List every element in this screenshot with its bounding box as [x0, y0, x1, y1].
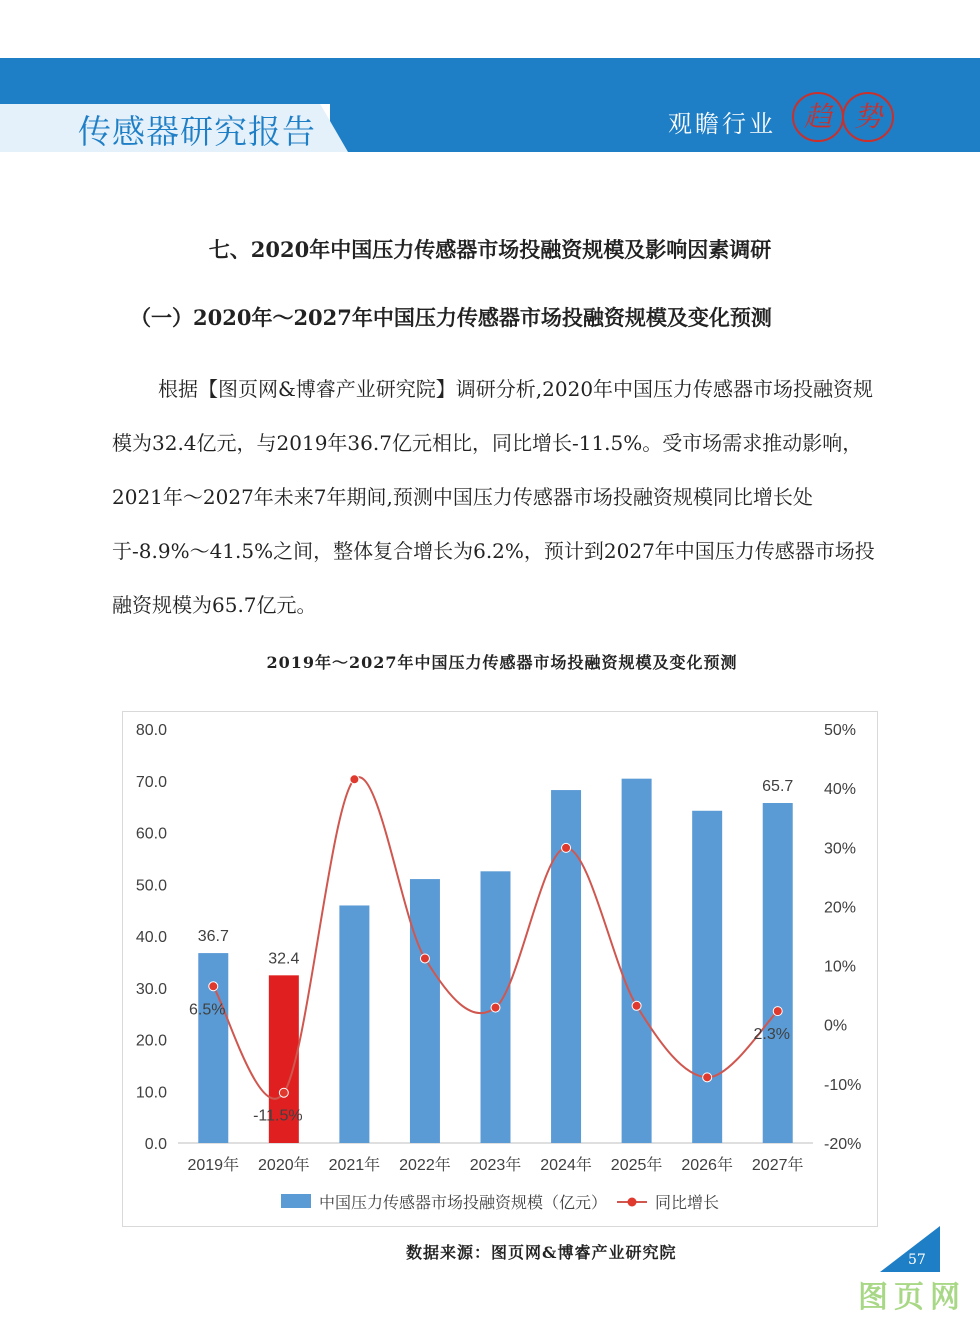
y-right-tick-label: -10% [824, 1076, 862, 1094]
growth-point [491, 1003, 500, 1012]
x-tick-label: 2024年 [540, 1157, 592, 1174]
growth-point [420, 954, 429, 963]
x-tick-label: 2020年 [258, 1157, 310, 1174]
section-title: 七、2020年中国压力传感器市场投融资规模及影响因素调研 [208, 237, 772, 262]
y-left-tick-label: 30.0 [135, 980, 167, 998]
x-tick-label: 2019年 [187, 1157, 240, 1174]
legend-label-bar: 中国压力传感器市场投融资规模（亿元） [319, 1195, 608, 1212]
y-left-tick-label: 80.0 [135, 722, 167, 739]
y-right-tick-label: 50% [824, 722, 857, 739]
y-right-tick-label: 10% [824, 958, 857, 976]
growth-point [279, 1088, 288, 1097]
x-tick-label: 2023年 [469, 1157, 522, 1174]
legend-marker-line [628, 1198, 637, 1207]
svg-text:趋: 趋 [803, 100, 833, 133]
bar-data-label: 36.7 [197, 928, 229, 946]
growth-point [632, 1001, 641, 1010]
paragraph-text: 根据【图页网&博睿产业研究院】调研分析,2020年中国压力传感器市场投融资规模为32.4亿元，与2019年36.7亿元相比，同比增长-11.5%。受市场需求推动影响，2021年～2027年未来7年期间,预测中国压力传感器市场投融资规模同比增长处于-8.9%～41.5%之间，整体复合增长为6.2%，预计到2027年中国压力传感器市场投融资规模为65.7亿元。 [112, 377, 875, 617]
bar [410, 879, 440, 1143]
x-tick-label: 2021年 [328, 1157, 381, 1174]
subsection-title: （一）2020年～2027年中国压力传感器市场投融资规模及变化预测 [130, 305, 772, 330]
report-title: 传感器研究报告 [78, 112, 316, 151]
header-subtitle: 观瞻行业 [668, 110, 776, 138]
chart-container [122, 711, 878, 1227]
bar [692, 811, 722, 1143]
source-note: 数据来源：图页网&博睿产业研究院 [406, 1243, 677, 1262]
svg-text:势: 势 [853, 100, 883, 133]
bar [622, 779, 652, 1143]
line-data-label: 2.3% [753, 1026, 790, 1044]
y-right-tick-label: -20% [824, 1136, 862, 1153]
bar-data-label: 32.4 [268, 950, 300, 968]
y-right-tick-label: 30% [824, 840, 857, 858]
y-left-tick-label: 40.0 [135, 929, 167, 946]
growth-point [562, 843, 571, 852]
y-left-tick-label: 50.0 [135, 877, 167, 895]
chart-caption: 2019年～2027年中国压力传感器市场投融资规模及变化预测 [266, 653, 738, 672]
y-left-tick-label: 60.0 [135, 825, 167, 843]
body-paragraph [112, 362, 876, 632]
y-left-tick-label: 10.0 [135, 1084, 167, 1102]
page-number: 57 [908, 1252, 926, 1268]
combo-chart [123, 712, 877, 1226]
y-left-tick-label: 0.0 [144, 1136, 167, 1153]
legend-swatch-bar [281, 1194, 311, 1208]
line-data-label: 6.5% [189, 1001, 226, 1019]
growth-point [350, 775, 359, 784]
y-right-tick-label: 20% [824, 899, 857, 917]
watermark: 图页网 [858, 1280, 966, 1315]
bar-data-label: 65.7 [762, 778, 794, 796]
legend-label-line: 同比增长 [655, 1195, 720, 1212]
line-data-label: -11.5% [253, 1107, 303, 1125]
growth-point [703, 1073, 712, 1082]
x-tick-label: 2025年 [610, 1157, 663, 1174]
trend-seal-logo [790, 91, 898, 143]
y-left-tick-label: 70.0 [135, 773, 167, 791]
bar [763, 803, 793, 1143]
x-tick-label: 2026年 [681, 1157, 733, 1174]
y-left-tick-label: 20.0 [135, 1032, 167, 1050]
bar [339, 905, 369, 1143]
y-right-tick-label: 40% [824, 781, 857, 799]
growth-point [773, 1007, 782, 1016]
y-right-tick-label: 0% [824, 1017, 848, 1035]
x-tick-label: 2027年 [751, 1157, 804, 1174]
x-tick-label: 2022年 [399, 1157, 451, 1174]
growth-point [209, 982, 218, 991]
